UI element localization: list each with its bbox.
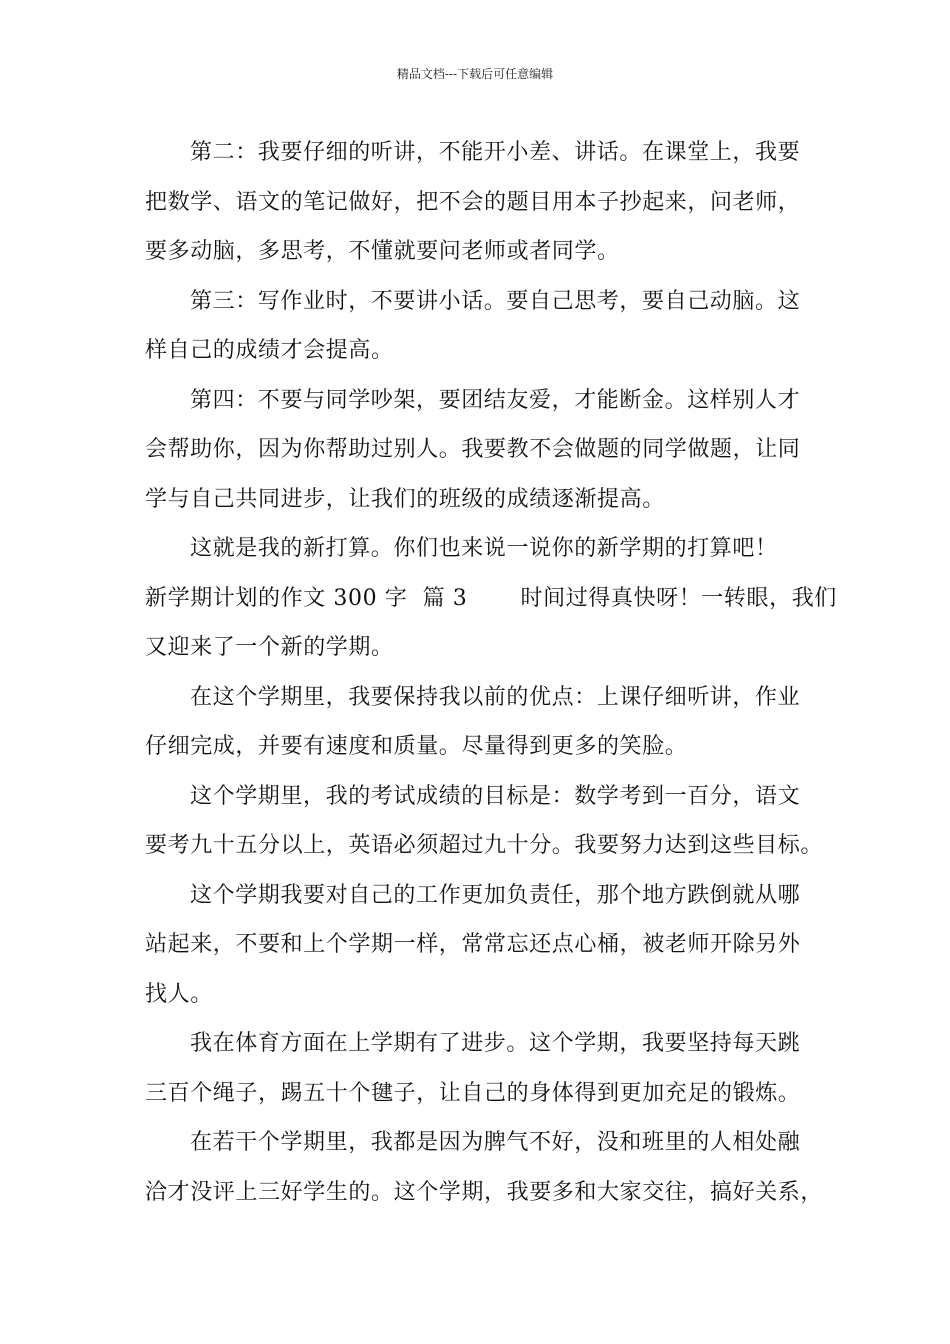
text-line: 第四：不要与同学吵架，要团结友爱，才能断金。这样别人才 (190, 387, 801, 413)
text-line: 又迎来了一个新的学期。 (145, 635, 394, 660)
text-line: 学与自己共同进步，让我们的班级的成绩逐渐提高。 (145, 486, 665, 512)
text-line: 第三：写作业时，不要讲小话。要自己思考，要自己动脑。这 (190, 288, 801, 314)
page-header: 精品文档---下载后可任意编辑 (396, 67, 554, 81)
text-line: 要考九十五分以上，英语必须超过九十分。我要努力达到这些目标。 (145, 833, 824, 858)
text-line: 在这个学期里，我要保持我以前的优点：上课仔细听讲，作业 (190, 684, 801, 710)
text-line: 这个学期我要对自己的工作更加负责任，那个地方跌倒就从哪 (190, 882, 801, 908)
text-line: 三百个绳子，踢五十个毽子，让自己的身体得到更加充足的锻炼。 (145, 1080, 801, 1106)
text-line: 第二：我要仔细的听讲，不能开小差、讲话。在课堂上，我要 (190, 140, 801, 165)
section-heading-line: 新学期计划的作文 300 字 篇 3 时间过得真快呀！一转眼，我们 (145, 585, 837, 611)
text-line: 站起来，不要和上个学期一样，常常忘还点心桶，被老师开除另外 (145, 932, 801, 957)
text-line: 这个学期里，我的考试成绩的目标是：数学考到一百分，语文 (190, 783, 801, 809)
text-line: 我在体育方面在上学期有了进步。这个学期，我要坚持每天跳 (190, 1031, 801, 1056)
text-line: 会帮助你，因为你帮助过别人。我要教不会做题的同学做题，让同 (145, 437, 801, 462)
text-line: 要多动脑，多思考，不懂就要问老师或者同学。 (145, 239, 620, 264)
text-line: 找人。 (145, 981, 213, 1007)
text-line: 仔细完成，并要有速度和质量。尽量得到更多的笑脸。 (145, 734, 688, 759)
text-line: 这就是我的新打算。你们也来说一说你的新学期的打算吧！ (190, 536, 778, 561)
text-line: 样自己的成绩才会提高。 (145, 338, 394, 363)
text-line: 把数学、语文的笔记做好，把不会的题目用本子抄起来，问老师， (145, 189, 801, 215)
text-line: 在若干个学期里，我都是因为脾气不好，没和班里的人相处融 (190, 1130, 801, 1155)
document-body (145, 128, 835, 1217)
text-line: 洽才没评上三好学生的。这个学期，我要多和大家交往，搞好关系， (145, 1179, 824, 1205)
